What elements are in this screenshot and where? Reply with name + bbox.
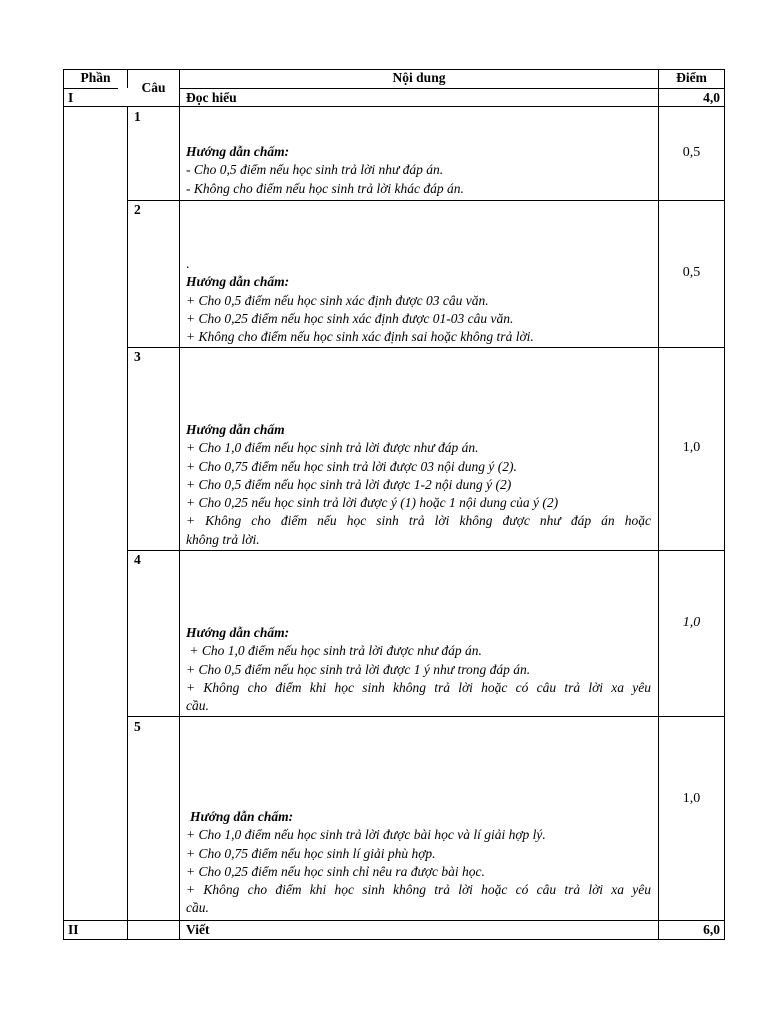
- guide-line: + Cho 0,5 điểm nếu học sinh xác định được 03 câu văn.: [186, 292, 489, 308]
- question-guide: [186, 624, 651, 715]
- question-number: 5: [134, 719, 141, 734]
- guide-line: cầu.: [186, 698, 209, 714]
- question-score: 0,5: [682, 265, 701, 280]
- guide-line: + Không cho điểm khi học sinh không trả lời hoặc có câu trả lời xa yêu: [186, 882, 651, 898]
- guide-line: + Không cho điểm khi học sinh không trả lời hoặc có câu trả lời xa yêu: [186, 679, 651, 695]
- guide-title: Hướng dẫn chấm: [186, 422, 285, 437]
- guide-line: không trả lời.: [186, 531, 260, 547]
- question-guide: [186, 255, 651, 346]
- guide-line: + Cho 1,0 điểm nếu học sinh trả lời được bài học và lí giải hợp lý.: [186, 827, 546, 843]
- question-number: 1: [134, 109, 141, 124]
- guide-title: Hướng dẫn chấm:: [190, 809, 294, 824]
- guide-line: + Cho 1,0 điểm nếu học sinh trả lời được như đáp án.: [186, 440, 479, 456]
- guide-line: - Không cho điểm nếu học sinh trả lời khác đáp án.: [186, 180, 464, 196]
- guide-line: - Cho 0,5 điểm nếu học sinh trả lời như đáp án.: [186, 162, 444, 178]
- guide-line: cầu.: [186, 900, 209, 916]
- guide-line: + Không cho điểm nếu học sinh trả lời không được như đáp án hoặc: [186, 513, 651, 529]
- guide-line: + Cho 0,75 điểm nếu học sinh trả lời được 03 nội dung ý (2).: [186, 458, 517, 474]
- question-score: 1,0: [682, 615, 701, 630]
- guide-line: + Cho 0,25 điểm nếu học sinh chỉ nêu ra được bài học.: [186, 863, 485, 879]
- guide-line: + Không cho điểm nếu học sinh xác định sai hoặc không trả lời.: [186, 329, 534, 345]
- part2-score: 6,0: [703, 922, 720, 937]
- part1-section: I: [68, 90, 74, 105]
- guide-title: Hướng dẫn chấm:: [186, 144, 290, 159]
- guide-line: + Cho 0,25 nếu học sinh trả lời được ý (1) hoặc 1 nội dung của ý (2): [186, 495, 559, 511]
- question-guide: [186, 143, 651, 198]
- question-guide: [186, 808, 651, 918]
- header-content: Nội dung: [392, 70, 446, 85]
- question-guide: [186, 421, 651, 549]
- part2-section: II: [68, 922, 79, 937]
- guide-line: + Cho 0,25 điểm nếu học sinh xác định được 01-03 câu văn.: [186, 310, 514, 326]
- guide-line: + Cho 0,75 điểm nếu học sinh lí giải phù hợp.: [186, 845, 436, 861]
- header-score: Điểm: [676, 70, 707, 85]
- guide-line: + Cho 1,0 điểm nếu học sinh trả lời được như đáp án.: [186, 643, 482, 659]
- question-score: 1,0: [682, 440, 701, 455]
- question-number: 3: [134, 349, 141, 364]
- part1-title: Đọc hiểu: [186, 90, 237, 105]
- guide-title: Hướng dẫn chấm:: [186, 625, 290, 640]
- guide-dot: .: [186, 256, 190, 271]
- question-score: 0,5: [682, 145, 701, 160]
- guide-line: + Cho 0,5 điểm nếu học sinh trả lời được 1-2 nội dung ý (2): [186, 476, 512, 492]
- guide-title: Hướng dẫn chấm:: [186, 274, 290, 290]
- question-number: 4: [134, 552, 141, 567]
- header-question: Câu: [141, 80, 166, 95]
- header-section: Phần: [80, 70, 111, 85]
- part1-score: 4,0: [703, 90, 720, 105]
- guide-line: + Cho 0,5 điểm nếu học sinh trả lời được 1 ý như trong đáp án.: [186, 661, 531, 677]
- question-score: 1,0: [682, 791, 701, 806]
- question-number: 2: [134, 202, 141, 217]
- part2-title: Viết: [186, 922, 210, 937]
